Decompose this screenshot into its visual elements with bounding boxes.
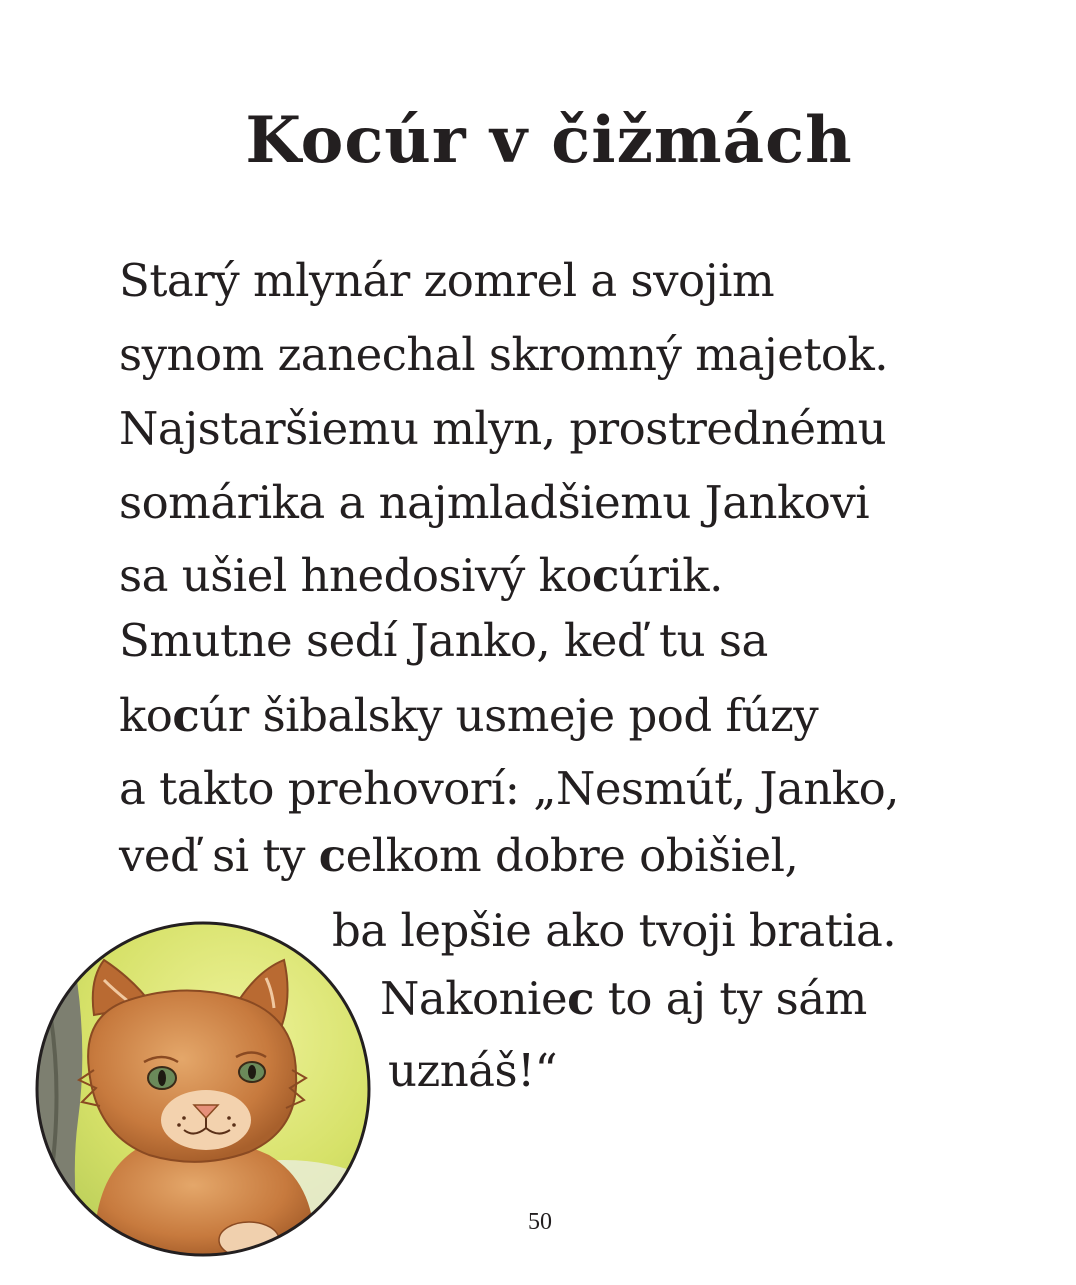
story-line: synom zanechal skromný majetok. [119,328,889,381]
page-number: 50 [528,1209,552,1235]
page-title: Kocúr v čižmách [245,103,853,178]
story-line: a takto prehovorí: „Nesmúť, Janko, [119,762,899,815]
story-line: Nakoniec to aj ty sám [380,972,867,1025]
story-line: uznáš!“ [388,1044,558,1097]
cat-portrait-icon [34,920,372,1258]
story-line: somárika a najmladšiemu Jankovi [119,476,870,529]
story-line: sa ušiel hnedosivý kocúrik. [119,549,723,602]
story-line: Smutne sedí Janko, keď tu sa [119,614,768,667]
story-line: ba lepšie ako tvoji bratia. [332,904,897,957]
story-line: kocúr šibalsky usmeje pod fúzy [119,689,819,742]
story-line: Starý mlynár zomrel a svojim [119,254,775,307]
story-line: Najstaršiemu mlyn, prostrednému [119,402,887,455]
story-line: veď si ty celkom dobre obišiel, [119,829,799,882]
